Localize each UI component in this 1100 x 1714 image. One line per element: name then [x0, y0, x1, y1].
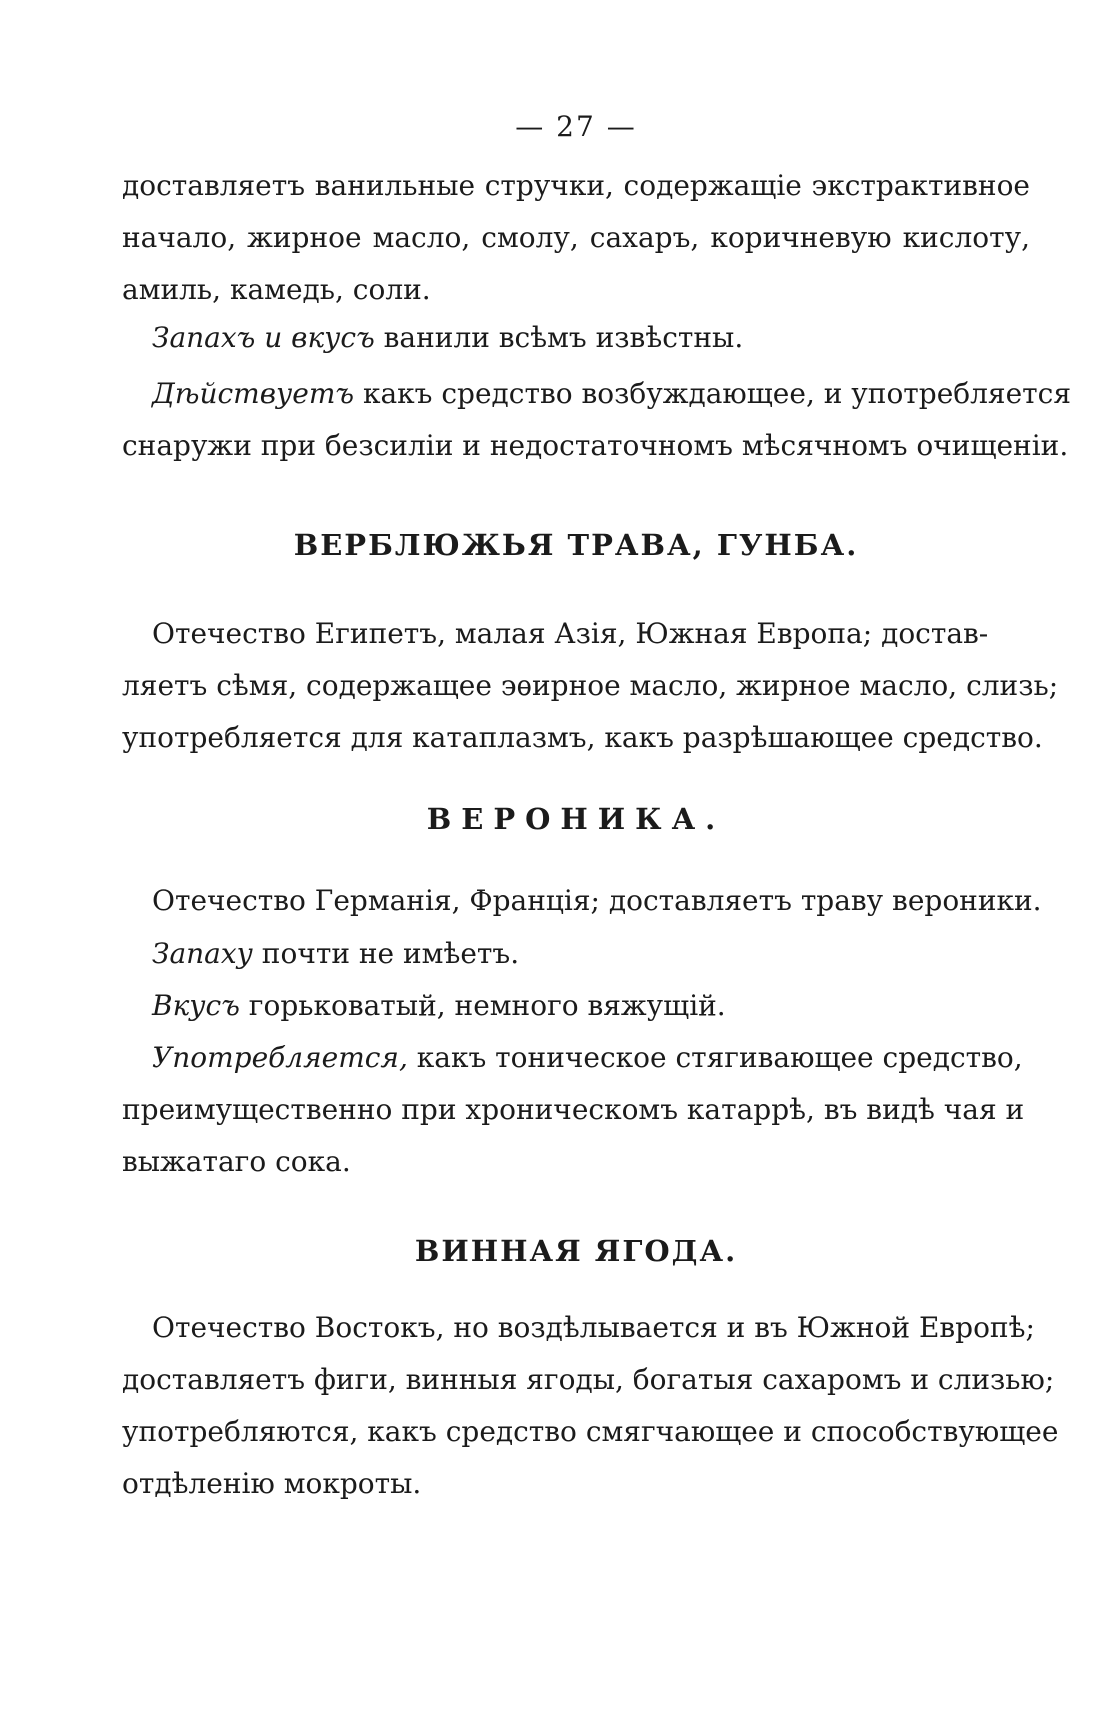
section-2-taste-line	[122, 980, 1030, 1032]
section-2-use-line-3: выжатаго сока.	[122, 1145, 351, 1178]
smell-line	[122, 312, 1030, 364]
section-2-use-text: какъ тоническое стягивающее средство,	[407, 1041, 1023, 1074]
section-3-line-3: употребляются, какъ средство смягчающее и способствующее	[122, 1415, 1059, 1448]
section-1-line-3: употребляется для катаплазмъ, какъ разрѣшающее средство.	[122, 721, 1043, 754]
smell-text: ванили всѣмъ извѣстны.	[374, 321, 744, 354]
section-2-smell	[122, 928, 1030, 980]
section-2-smell-text: почти не имѣетъ.	[252, 937, 520, 970]
section-3-line-2: доставляетъ фиги, винныя ягоды, богатыя сахаромъ и слизью;	[122, 1363, 1055, 1396]
section-3-line-1: Отечество Востокъ, но воздѣлывается и въ Южной Европѣ;	[152, 1311, 1035, 1344]
section-2-origin	[122, 875, 1042, 927]
action-line-2: снаружи при безсиліи и недостаточномъ мѣсячномъ очищеніи.	[122, 429, 1069, 462]
section-2-use-label: Употребляется,	[152, 1041, 408, 1074]
action-line-1	[122, 368, 1072, 420]
page-number: — 27 —	[515, 110, 637, 143]
section-2-taste-text: горьковатый, немного вяжущій.	[239, 989, 726, 1022]
smell-label: Запахъ и вкусъ	[152, 321, 375, 354]
section-2-taste	[122, 980, 1030, 1032]
section-1-line-1: Отечество Египетъ, малая Азія, Южная Европа; достав-	[152, 617, 989, 650]
section-2-origin-line: Отечество Германія, Франція; доставляетъ траву вероники.	[152, 884, 1042, 917]
section-3-line-4: отдѣленію мокроты.	[122, 1467, 422, 1500]
section-heading: ВЕРОНИКА.	[426, 802, 726, 836]
section-2-use	[122, 1032, 1030, 1188]
section-2-smell-label: Запаху	[152, 937, 253, 970]
action-text: какъ средство возбуждающее, и употребляется	[354, 377, 1072, 410]
intro-line-3: амиль, камедь, соли.	[122, 273, 431, 306]
action-label: Дѣйствуетъ	[152, 377, 355, 410]
section-3-paragraph	[122, 1302, 1059, 1510]
action-paragraph	[122, 368, 1072, 472]
intro-paragraph	[122, 160, 1030, 316]
intro-line-2: начало, жирное масло, смолу, сахаръ, коричневую кислоту,	[122, 221, 1030, 254]
section-2-use-line-1	[122, 1032, 1030, 1084]
section-2-use-line-2: преимущественно при хроническомъ катаррѣ, въ видѣ чая и	[122, 1093, 1025, 1126]
section-1-line-2: ляетъ сѣмя, содержащее эѳирное масло, жирное масло, слизь;	[122, 669, 1059, 702]
section-2-taste-label: Вкусъ	[152, 989, 240, 1022]
smell-paragraph	[122, 312, 1030, 364]
section-heading: ВЕРБЛЮЖЬЯ ТРАВА, ГУНБА.	[293, 528, 859, 562]
section-1-paragraph	[122, 608, 1059, 764]
section-heading: ВИННАЯ ЯГОДА.	[414, 1234, 738, 1268]
section-2-smell-line	[122, 928, 1030, 980]
intro-line-1: доставляетъ ванильные стручки, содержащіе экстрактивное	[122, 169, 1030, 202]
